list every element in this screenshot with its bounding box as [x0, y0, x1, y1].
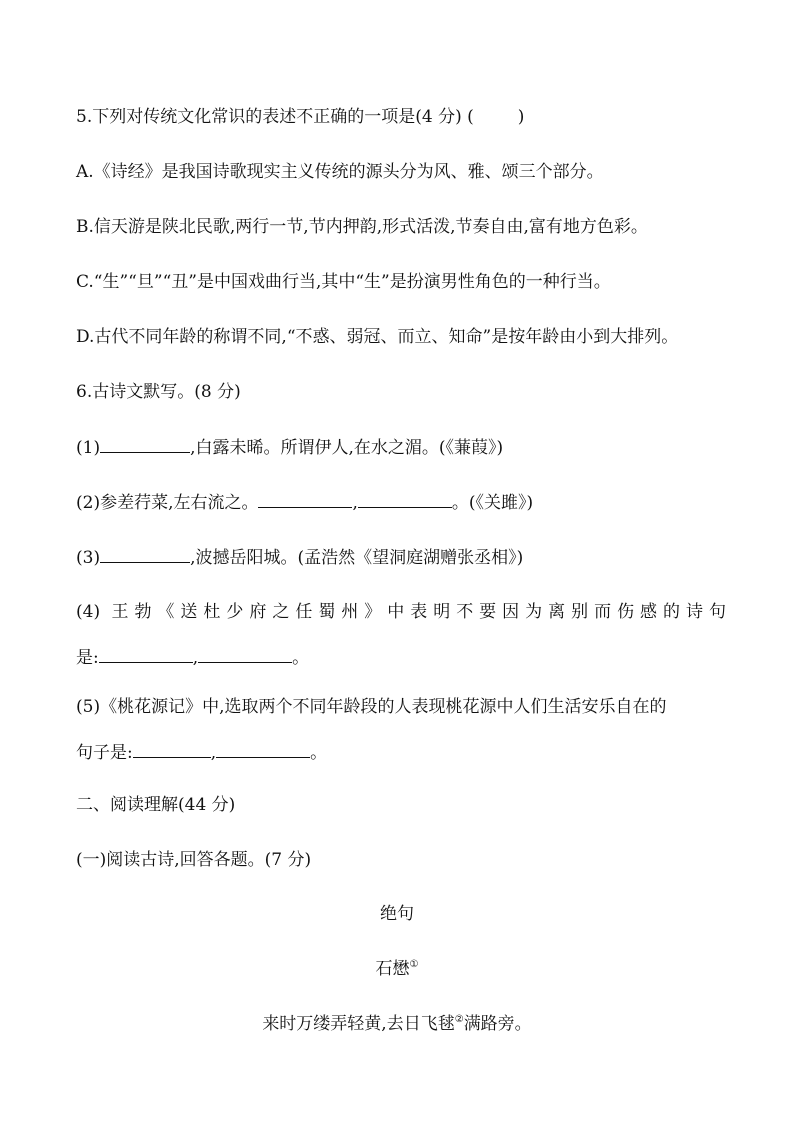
fill-blank[interactable]: [99, 646, 193, 663]
option-b: B.信天游是陕北民歌,两行一节,节内押韵,形式活泼,节奏自由,富有地方色彩。: [76, 217, 648, 237]
item-text: 。(《关雎》): [451, 493, 534, 513]
item-number: (1): [76, 438, 101, 458]
answer-paren-close: ): [517, 107, 525, 127]
item-text: ,波撼岳阳城。(孟浩然《望洞庭湖赠张丞相》): [190, 548, 524, 568]
fill-blank[interactable]: [216, 741, 310, 758]
fill-blank[interactable]: [258, 491, 352, 508]
item-text: 。: [292, 648, 310, 668]
option-c: C.“生”“旦”“丑”是中国戏曲行当,其中“生”是扮演男性角色的一种行当。: [76, 272, 611, 292]
footnote-marker: ②: [454, 1014, 464, 1025]
fill-blank[interactable]: [358, 491, 452, 508]
question-6-item-4-line-2: [76, 646, 726, 669]
question-6-item-5-line-2: [76, 741, 726, 764]
answer-paren-open: (: [467, 107, 474, 127]
item-text: 句子是:: [76, 743, 133, 763]
question-6-item-3: [76, 546, 726, 569]
question-6-item-4-line-1: (4) 王勃《送杜少府之任蜀州》中表明不要因为离别而伤感的诗句: [76, 602, 726, 622]
poem-line-text: 来时万缕弄轻黄,去日飞毬: [262, 1014, 455, 1034]
section-2-subsection-1: (一)阅读古诗,回答各题。(7 分): [76, 850, 312, 870]
fill-blank[interactable]: [100, 436, 190, 453]
option-a: A.《诗经》是我国诗歌现实主义传统的源头分为风、雅、颂三个部分。: [76, 162, 604, 182]
poem-author: [0, 958, 794, 980]
item-separator: ,: [352, 493, 358, 513]
item-text: ,白露未晞。所谓伊人,在水之湄。(《蒹葭》): [190, 438, 504, 458]
item-text: 。: [310, 743, 328, 763]
question-6-title: 6.古诗文默写。(8 分): [76, 382, 241, 402]
section-2-title: 二、阅读理解(44 分): [76, 795, 236, 815]
poem-author-name: 石懋: [375, 959, 410, 979]
option-d: D.古代不同年龄的称谓不同,“不惑、弱冠、而立、知命”是按年龄由小到大排列。: [76, 327, 679, 347]
question-6-item-2: [76, 491, 726, 514]
question-6-item-5-line-1: (5)《桃花源记》中,选取两个不同年龄段的人表现桃花源中人们生活安乐自在的: [76, 697, 667, 717]
item-text: (2)参差荇菜,左右流之。: [76, 493, 259, 513]
item-separator: ,: [210, 743, 217, 763]
footnote-marker: ①: [409, 959, 419, 970]
question-6-item-1: [76, 436, 726, 459]
poem-line-1: [0, 1013, 794, 1035]
poem-line-text: 满路旁。: [463, 1014, 532, 1034]
item-separator: ,: [192, 648, 199, 668]
question-5-stem: [76, 106, 726, 128]
poem-title: 绝句: [380, 904, 414, 924]
item-text: 是:: [76, 648, 99, 668]
fill-blank[interactable]: [198, 646, 292, 663]
fill-blank[interactable]: [100, 546, 190, 563]
fill-blank[interactable]: [133, 741, 211, 758]
item-number: (3): [76, 548, 101, 568]
question-5-stem-text: 5.下列对传统文化常识的表述不正确的一项是(4 分): [76, 107, 462, 127]
